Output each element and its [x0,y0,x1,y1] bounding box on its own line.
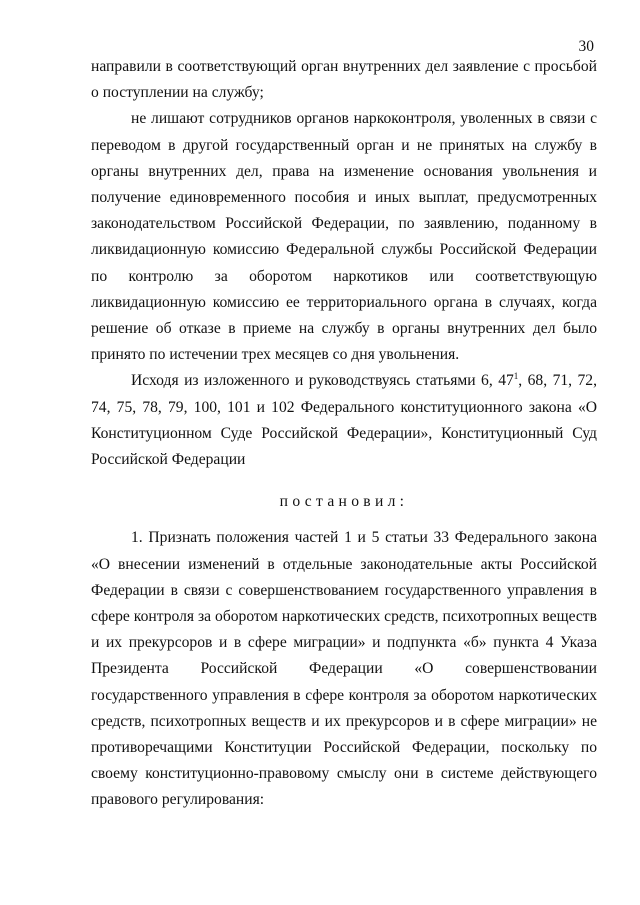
article-superscript: 1 [513,371,519,382]
legal-basis-text-start: Исходя из изложенного и руководствуясь статьями 6, 47 [131,372,514,390]
resolution-heading: постановил: [279,493,409,511]
legal-basis-text-end: , 68, 71, 72, 74, 75, 78, 79, 100, 101 и 102 Федерального конституционного закона «О Конституционном Суде Российской Федерации», Конституционный Суд Российской Федерации [91,372,597,469]
paragraph-resolution-item-1: 1. Признать положения частей 1 и 5 статьи 33 Федерального закона «О внесении изменений в отдельные законодательные акты Российской Федерации в связи с совершенствованием государственного управления в сфере контроля за оборотом наркотических средств, психотропных веществ и их прекурсоров и в сфере миграции» и подпункта «б» пункта 4 Указа Президента Российской Федерации «О совершенствовании государственного управления в сфере контроля за оборотом наркотических средств, психотропных веществ и их прекурсоров и в сфере миграции» не противоречащими Конституции Российской Федерации, поскольку по своему конституционно-правовому смыслу они в системе действующего правового регулирования: [91,529,597,809]
document-body [91,54,597,814]
paragraph-legal-basis [91,368,597,473]
page-number: 30 [578,38,594,55]
paragraph-continuation: направили в соответствующий орган внутренних дел заявление с просьбой о поступлении на службу; [91,58,597,102]
paragraph-no-deprivation: не лишают сотрудников органов наркоконтроля, уволенных в связи с переводом в другой государственный орган и не принятых на службу в органы внутренних дел, права на изменение основания увольнения и получение единовременного пособия и иных выплат, предусмотренных законодательством Российской Федерации, по заявлению, поданному в ликвидационную комиссию Федеральной службы Российской Федерации по контролю за оборотом наркотиков или соответствующую ликвидационную комиссию ее территориального органа в случаях, когда решение об отказе в приеме на службу в органы внутренних дел было принято по истечении трех месяцев со дня увольнения. [91,110,597,364]
